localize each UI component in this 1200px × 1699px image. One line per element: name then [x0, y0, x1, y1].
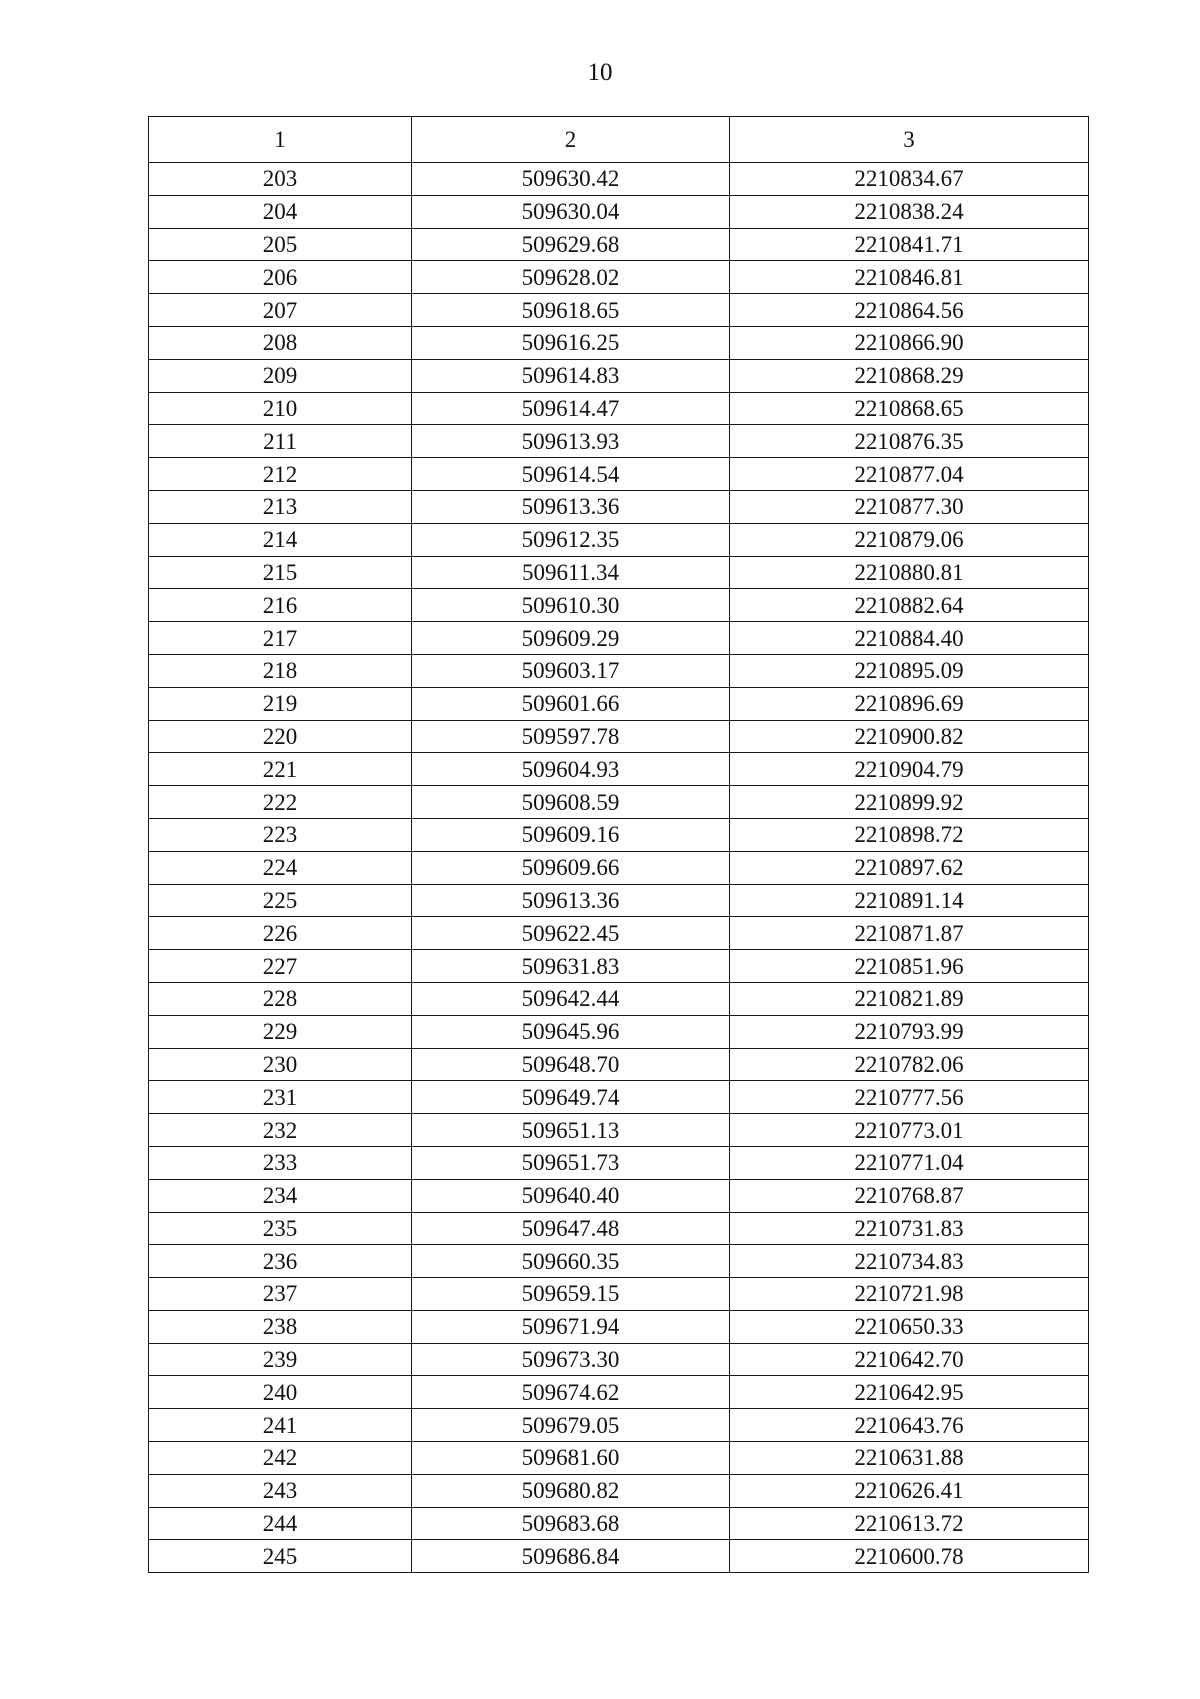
x-coordinate-cell: 509649.74	[412, 1081, 730, 1114]
point-number-cell: 243	[149, 1474, 412, 1507]
table-row	[149, 1442, 1089, 1475]
y-coordinate-cell: 2210838.24	[730, 195, 1089, 228]
point-number-cell: 236	[149, 1245, 412, 1278]
y-coordinate-cell: 2210868.65	[730, 392, 1089, 425]
table-row	[149, 490, 1089, 523]
point-number-cell: 206	[149, 261, 412, 294]
y-coordinate-cell: 2210642.95	[730, 1376, 1089, 1409]
point-number-cell: 223	[149, 818, 412, 851]
point-number-cell: 216	[149, 589, 412, 622]
point-number-cell: 220	[149, 720, 412, 753]
y-coordinate-cell: 2210626.41	[730, 1474, 1089, 1507]
point-number-cell: 211	[149, 425, 412, 458]
page-number: 10	[587, 59, 613, 86]
x-coordinate-cell: 509645.96	[412, 1015, 730, 1048]
table-row	[149, 228, 1089, 261]
point-number-cell: 208	[149, 326, 412, 359]
point-number-cell: 212	[149, 458, 412, 491]
y-coordinate-cell: 2210731.83	[730, 1212, 1089, 1245]
x-coordinate-cell: 509680.82	[412, 1474, 730, 1507]
point-number-cell: 240	[149, 1376, 412, 1409]
table-row	[149, 1507, 1089, 1540]
point-number-cell: 235	[149, 1212, 412, 1245]
x-coordinate-cell: 509604.93	[412, 753, 730, 786]
point-number-cell: 238	[149, 1310, 412, 1343]
table-row	[149, 950, 1089, 983]
x-coordinate-cell: 509609.29	[412, 622, 730, 655]
table-row	[149, 1114, 1089, 1147]
table-row	[149, 294, 1089, 327]
y-coordinate-cell: 2210871.87	[730, 917, 1089, 950]
x-coordinate-cell: 509613.36	[412, 884, 730, 917]
x-coordinate-cell: 509686.84	[412, 1540, 730, 1573]
y-coordinate-cell: 2210896.69	[730, 687, 1089, 720]
x-coordinate-cell: 509597.78	[412, 720, 730, 753]
y-coordinate-cell: 2210900.82	[730, 720, 1089, 753]
x-coordinate-cell: 509630.42	[412, 163, 730, 196]
x-coordinate-cell: 509613.93	[412, 425, 730, 458]
table-row	[149, 851, 1089, 884]
y-coordinate-cell: 2210734.83	[730, 1245, 1089, 1278]
y-coordinate-cell: 2210895.09	[730, 654, 1089, 687]
y-coordinate-cell: 2210877.04	[730, 458, 1089, 491]
table-row	[149, 523, 1089, 556]
table-row	[149, 326, 1089, 359]
x-coordinate-cell: 509648.70	[412, 1048, 730, 1081]
coordinates-table	[148, 116, 1089, 1573]
point-number-cell: 231	[149, 1081, 412, 1114]
y-coordinate-cell: 2210904.79	[730, 753, 1089, 786]
point-number-cell: 234	[149, 1179, 412, 1212]
table-row	[149, 982, 1089, 1015]
point-number-cell: 214	[149, 523, 412, 556]
x-coordinate-cell: 509681.60	[412, 1442, 730, 1475]
y-coordinate-cell: 2210613.72	[730, 1507, 1089, 1540]
x-coordinate-cell: 509609.66	[412, 851, 730, 884]
point-number-cell: 210	[149, 392, 412, 425]
x-coordinate-cell: 509618.65	[412, 294, 730, 327]
table-row	[149, 359, 1089, 392]
table-row	[149, 556, 1089, 589]
table-row	[149, 1015, 1089, 1048]
table-row	[149, 1310, 1089, 1343]
x-coordinate-cell: 509630.04	[412, 195, 730, 228]
y-coordinate-cell: 2210877.30	[730, 490, 1089, 523]
x-coordinate-cell: 509616.25	[412, 326, 730, 359]
y-coordinate-cell: 2210793.99	[730, 1015, 1089, 1048]
y-coordinate-cell: 2210631.88	[730, 1442, 1089, 1475]
point-number-cell: 204	[149, 195, 412, 228]
x-coordinate-cell: 509660.35	[412, 1245, 730, 1278]
point-number-cell: 245	[149, 1540, 412, 1573]
point-number-cell: 228	[149, 982, 412, 1015]
x-coordinate-cell: 509640.40	[412, 1179, 730, 1212]
x-coordinate-cell: 509671.94	[412, 1310, 730, 1343]
table-row	[149, 392, 1089, 425]
x-coordinate-cell: 509601.66	[412, 687, 730, 720]
x-coordinate-cell: 509679.05	[412, 1409, 730, 1442]
point-number-cell: 205	[149, 228, 412, 261]
table-row	[149, 753, 1089, 786]
table-row	[149, 425, 1089, 458]
point-number-cell: 219	[149, 687, 412, 720]
table-row	[149, 1540, 1089, 1573]
point-number-cell: 242	[149, 1442, 412, 1475]
y-coordinate-cell: 2210899.92	[730, 786, 1089, 819]
x-coordinate-cell: 509659.15	[412, 1278, 730, 1311]
y-coordinate-cell: 2210768.87	[730, 1179, 1089, 1212]
table-row	[149, 917, 1089, 950]
point-number-cell: 221	[149, 753, 412, 786]
y-coordinate-cell: 2210600.78	[730, 1540, 1089, 1573]
table-row	[149, 1474, 1089, 1507]
table-row	[149, 1245, 1089, 1278]
y-coordinate-cell: 2210864.56	[730, 294, 1089, 327]
table-row	[149, 261, 1089, 294]
y-coordinate-cell: 2210771.04	[730, 1146, 1089, 1179]
point-number-cell: 227	[149, 950, 412, 983]
table-row	[149, 1343, 1089, 1376]
table-row	[149, 1081, 1089, 1114]
y-coordinate-cell: 2210642.70	[730, 1343, 1089, 1376]
y-coordinate-cell: 2210868.29	[730, 359, 1089, 392]
x-coordinate-cell: 509628.02	[412, 261, 730, 294]
y-coordinate-cell: 2210846.81	[730, 261, 1089, 294]
table-row	[149, 1212, 1089, 1245]
y-coordinate-cell: 2210782.06	[730, 1048, 1089, 1081]
x-coordinate-cell: 509614.54	[412, 458, 730, 491]
table-row	[149, 1409, 1089, 1442]
y-coordinate-cell: 2210721.98	[730, 1278, 1089, 1311]
x-coordinate-cell: 509651.13	[412, 1114, 730, 1147]
y-coordinate-cell: 2210882.64	[730, 589, 1089, 622]
y-coordinate-cell: 2210897.62	[730, 851, 1089, 884]
y-coordinate-cell: 2210876.35	[730, 425, 1089, 458]
x-coordinate-cell: 509611.34	[412, 556, 730, 589]
table-body	[149, 163, 1089, 1573]
x-coordinate-cell: 509608.59	[412, 786, 730, 819]
x-coordinate-cell: 509651.73	[412, 1146, 730, 1179]
point-number-cell: 209	[149, 359, 412, 392]
table-row	[149, 884, 1089, 917]
point-number-cell: 222	[149, 786, 412, 819]
column-header: 2	[412, 117, 730, 163]
y-coordinate-cell: 2210821.89	[730, 982, 1089, 1015]
x-coordinate-cell: 509631.83	[412, 950, 730, 983]
y-coordinate-cell: 2210777.56	[730, 1081, 1089, 1114]
point-number-cell: 213	[149, 490, 412, 523]
table-row	[149, 163, 1089, 196]
table-row	[149, 720, 1089, 753]
x-coordinate-cell: 509674.62	[412, 1376, 730, 1409]
x-coordinate-cell: 509629.68	[412, 228, 730, 261]
table-row	[149, 687, 1089, 720]
point-number-cell: 207	[149, 294, 412, 327]
x-coordinate-cell: 509613.36	[412, 490, 730, 523]
point-number-cell: 215	[149, 556, 412, 589]
point-number-cell: 241	[149, 1409, 412, 1442]
y-coordinate-cell: 2210834.67	[730, 163, 1089, 196]
point-number-cell: 239	[149, 1343, 412, 1376]
x-coordinate-cell: 509603.17	[412, 654, 730, 687]
point-number-cell: 233	[149, 1146, 412, 1179]
y-coordinate-cell: 2210643.76	[730, 1409, 1089, 1442]
table-row	[149, 786, 1089, 819]
x-coordinate-cell: 509614.47	[412, 392, 730, 425]
y-coordinate-cell: 2210851.96	[730, 950, 1089, 983]
x-coordinate-cell: 509610.30	[412, 589, 730, 622]
x-coordinate-cell: 509642.44	[412, 982, 730, 1015]
table-header-row	[149, 117, 1089, 163]
y-coordinate-cell: 2210880.81	[730, 556, 1089, 589]
x-coordinate-cell: 509612.35	[412, 523, 730, 556]
x-coordinate-cell: 509614.83	[412, 359, 730, 392]
point-number-cell: 229	[149, 1015, 412, 1048]
y-coordinate-cell: 2210884.40	[730, 622, 1089, 655]
table-row	[149, 195, 1089, 228]
x-coordinate-cell: 509647.48	[412, 1212, 730, 1245]
table-row	[149, 1146, 1089, 1179]
table-row	[149, 818, 1089, 851]
table-row	[149, 1376, 1089, 1409]
y-coordinate-cell: 2210841.71	[730, 228, 1089, 261]
table-row	[149, 1048, 1089, 1081]
table-row	[149, 654, 1089, 687]
column-header: 1	[149, 117, 412, 163]
table-row	[149, 458, 1089, 491]
point-number-cell: 224	[149, 851, 412, 884]
point-number-cell: 217	[149, 622, 412, 655]
column-header: 3	[730, 117, 1089, 163]
table-row	[149, 589, 1089, 622]
y-coordinate-cell: 2210866.90	[730, 326, 1089, 359]
point-number-cell: 225	[149, 884, 412, 917]
y-coordinate-cell: 2210879.06	[730, 523, 1089, 556]
y-coordinate-cell: 2210650.33	[730, 1310, 1089, 1343]
point-number-cell: 244	[149, 1507, 412, 1540]
x-coordinate-cell: 509673.30	[412, 1343, 730, 1376]
y-coordinate-cell: 2210773.01	[730, 1114, 1089, 1147]
x-coordinate-cell: 509609.16	[412, 818, 730, 851]
x-coordinate-cell: 509622.45	[412, 917, 730, 950]
table-row	[149, 1179, 1089, 1212]
table-row	[149, 622, 1089, 655]
y-coordinate-cell: 2210891.14	[730, 884, 1089, 917]
y-coordinate-cell: 2210898.72	[730, 818, 1089, 851]
x-coordinate-cell: 509683.68	[412, 1507, 730, 1540]
point-number-cell: 230	[149, 1048, 412, 1081]
table-row	[149, 1278, 1089, 1311]
point-number-cell: 226	[149, 917, 412, 950]
point-number-cell: 237	[149, 1278, 412, 1311]
point-number-cell: 232	[149, 1114, 412, 1147]
point-number-cell: 203	[149, 163, 412, 196]
point-number-cell: 218	[149, 654, 412, 687]
